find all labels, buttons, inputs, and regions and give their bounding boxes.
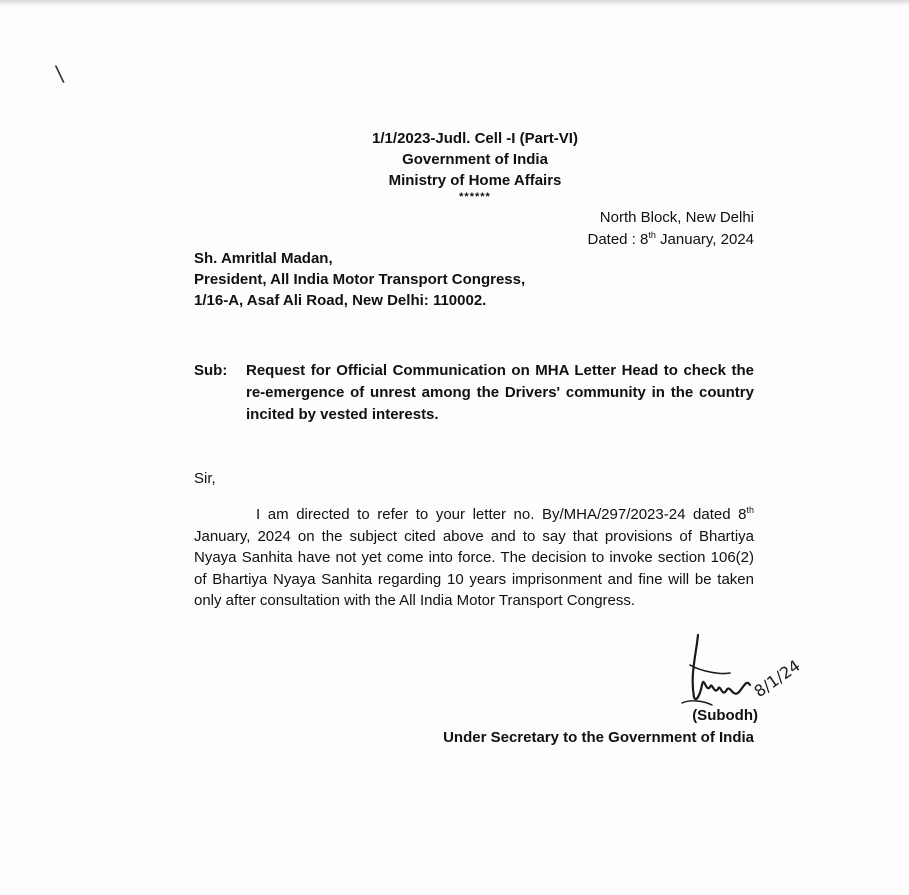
file-number: 1/1/2023-Judl. Cell -I (Part-VI) bbox=[372, 130, 578, 147]
place-date-block bbox=[587, 207, 754, 251]
handwritten-signature bbox=[660, 625, 810, 720]
place-line: North Block, New Delhi bbox=[599, 209, 754, 226]
stray-pen-mark: \ bbox=[54, 61, 66, 88]
salutation: Sir, bbox=[194, 470, 216, 487]
body-part-2: January, 2024 on the subject cited above and to say that provisions of Bhartiya Nyaya Sanhita have not yet come into force. The decision to invoke section 106(2) of Bhartiya Nyaya Sanhita regarding 10 years imprisonment and fine will be taken only after consultation with the All India Motor Transport Congress. bbox=[194, 527, 754, 609]
signatory-name: (Subodh) bbox=[692, 707, 758, 724]
scan-edge bbox=[0, 0, 909, 6]
signature-date: 8/1/24 bbox=[750, 655, 804, 702]
letter-body bbox=[194, 504, 754, 612]
addressee-block bbox=[194, 248, 714, 311]
addressee-designation: President, All India Motor Transport Congress, bbox=[194, 271, 526, 288]
signatory-designation: Under Secretary to the Government of India bbox=[443, 729, 754, 746]
header-separator: ****** bbox=[459, 191, 491, 203]
letter-header bbox=[300, 128, 650, 203]
ministry-line: Ministry of Home Affairs bbox=[388, 172, 562, 189]
addressee-address: 1/16-A, Asaf Ali Road, New Delhi: 110002. bbox=[194, 292, 487, 309]
subject-text: Request for Official Communication on MHA Letter Head to check the re-emergence of unrest among the Drivers' community in the country incited by vested interests. bbox=[246, 362, 754, 423]
body-sup: th bbox=[746, 505, 754, 515]
government-line: Government of India bbox=[402, 151, 548, 168]
addressee-name: Sh. Amritlal Madan, bbox=[194, 250, 333, 267]
date-prefix: Dated : 8 bbox=[587, 231, 649, 248]
date-suffix: January, 2024 bbox=[655, 231, 754, 248]
subject-label: Sub: bbox=[194, 362, 228, 379]
date-sup: th bbox=[648, 230, 656, 240]
body-part-1: I am directed to refer to your letter no. By/MHA/297/2023-24 dated 8 bbox=[256, 506, 747, 523]
subject-block bbox=[194, 360, 754, 426]
